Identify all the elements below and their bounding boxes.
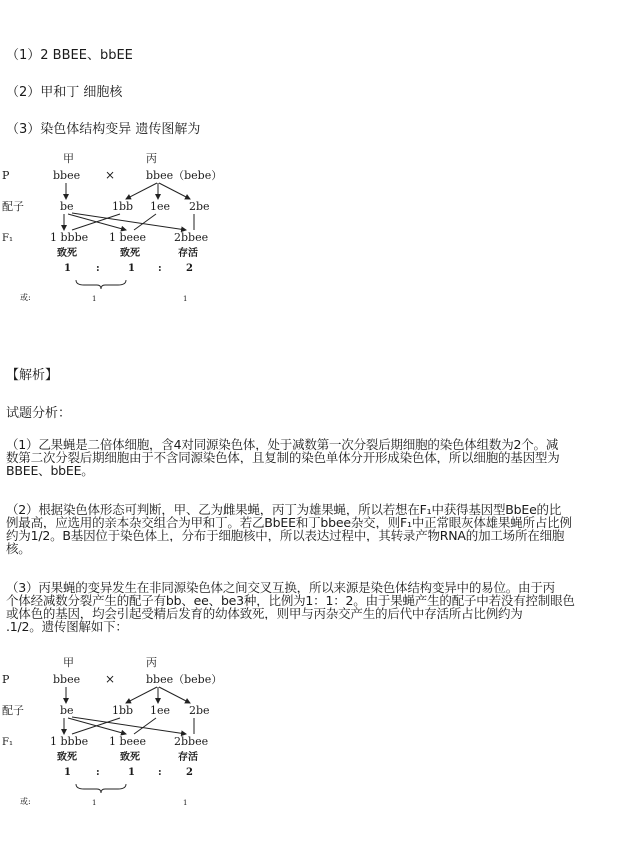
alt-ratio-2: 1 [183,295,188,303]
gamete-1: be [60,704,74,717]
row-f1: F₁ [2,737,13,748]
status-1: 致死 [57,752,77,763]
analysis-header: 【解析】 [6,368,59,383]
cross-symbol: × [105,168,116,182]
parent-2: bbee（bebe） [146,169,223,182]
row-p: P [2,673,10,686]
gamete-4: 2be [189,704,210,717]
row-f1: F₁ [2,233,13,244]
answer-3: （3）染色体结构变异 遗传图解为 [6,122,201,137]
status-2: 致死 [120,752,140,763]
inheritance-diagram-1 [0,150,230,310]
p2-line-4: 核。 [6,542,31,555]
label-jia: 甲 [63,152,74,165]
paragraph-2 [6,503,628,555]
offspring-1: 1 bbbe [50,735,89,748]
p2-line-1: （2）根据染色体形态可判断，甲、乙为雌果蝇，丙丁为雄果蝇，所以若想在F₁中获得基因型BbEe的比 [6,503,562,516]
p2-line-3: 约为1/2。B基因位于染色体上，分布于细胞核中，所以表达过程中，其转录产物RNA的加工场所在细胞 [6,529,565,542]
status-1: 致死 [57,248,77,259]
cross-symbol: × [105,672,116,686]
gamete-2: 1bb [112,704,134,717]
brace [76,280,126,289]
p3-line-4: .1/2。遗传图解如下： [6,620,128,633]
label-jia: 甲 [63,656,74,669]
offspring-3: 2bbee [174,735,209,748]
gamete-3: 1ee [150,704,171,717]
gamete-4: 2be [189,200,210,213]
alt-ratio-2: 1 [183,799,188,807]
p3-line-3: 或体色的基因，均会引起受精后发育的幼体致死，则甲与丙杂交产生的后代中存活所占比例约为 [6,607,523,620]
parent-1: bbee [53,169,81,182]
inheritance-diagram-2 [0,654,230,814]
ratio-3: 2 [186,263,193,274]
paragraph-1 [6,438,628,477]
row-p: P [2,169,10,182]
ratio-1: 1 [64,767,71,778]
brace [76,784,126,793]
gamete-3: 1ee [150,200,171,213]
or-label: 或: [20,293,31,302]
colon-1: : [96,263,100,274]
ratio-2: 1 [128,767,135,778]
status-3: 存活 [178,248,198,259]
offspring-2: 1 beee [109,735,147,748]
label-bing: 丙 [146,656,157,669]
offspring-3: 2bbee [174,231,209,244]
ratio-2: 1 [128,263,135,274]
offspring-2: 1 beee [109,231,147,244]
gamete-2: 1bb [112,200,134,213]
colon-2: : [158,263,162,274]
offspring-1: 1 bbbe [50,231,89,244]
answer-2: （2）甲和丁 细胞核 [6,85,123,100]
analysis-intro: 试题分析： [6,406,72,421]
ratio-1: 1 [64,263,71,274]
p3-line-2: 个体经减数分裂产生的配子有bb、ee、be3种，比例为1：1：2。由于果蝇产生的配子中若没有控制眼色 [6,594,575,607]
or-label: 或: [20,797,31,806]
row-gamete: 配子 [2,704,24,717]
p3-line-1: （3）丙果蝇的变异发生在非同源染色体之间交叉互换，所以来源是染色体结构变异中的易位。由于丙 [6,581,555,594]
status-3: 存活 [178,752,198,763]
parent-2: bbee（bebe） [146,673,223,686]
status-2: 致死 [120,248,140,259]
answer-1: （1）2 BBEE、bbEE [6,48,133,63]
label-bing: 丙 [146,152,157,165]
parent-1: bbee [53,673,81,686]
colon-1: : [96,767,100,778]
p1-line-3: BBEE、bbEE。 [6,464,94,477]
p1-line-1: （1）乙果蝇是二倍体细胞，含4对同源染色体，处于减数第一次分裂后期细胞的染色体组数为2个。减 [6,438,559,451]
ratio-3: 2 [186,767,193,778]
p1-line-2: 数第二次分裂后期细胞由于不含同源染色体，且复制的染色单体分开形成染色体，所以细胞的基因型为 [6,451,560,464]
p2-line-2: 例最高，应选用的亲本杂交组合为甲和丁。若乙BbEE和丁bbee杂交，则F₁中正常眼灰体雄果蝇所占比例 [6,516,572,529]
row-gamete: 配子 [2,200,24,213]
alt-ratio-1: 1 [92,799,97,807]
colon-2: : [158,767,162,778]
gamete-1: be [60,200,74,213]
paragraph-3 [6,581,628,633]
alt-ratio-1: 1 [92,295,97,303]
